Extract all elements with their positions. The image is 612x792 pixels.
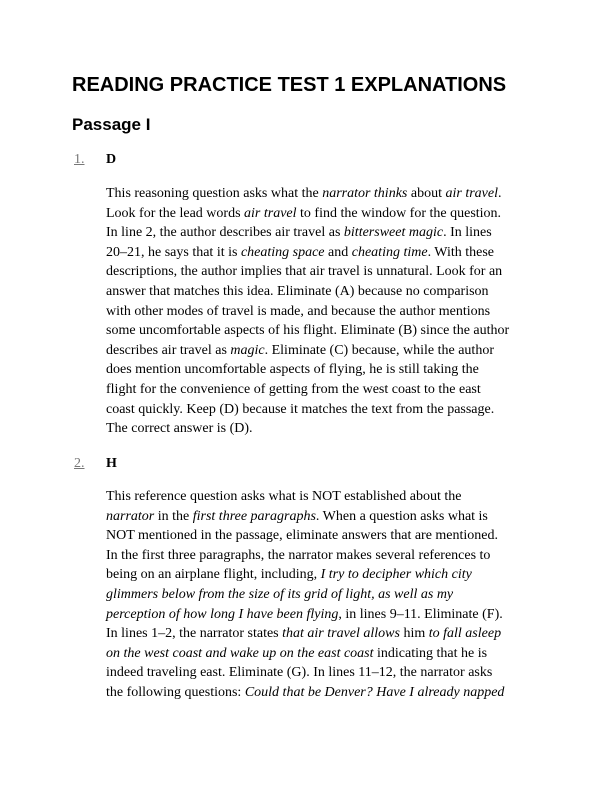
italic-text: first three paragraphs bbox=[192, 508, 316, 524]
question-1-explanation bbox=[106, 184, 546, 439]
italic-text: to fall asleep bbox=[428, 626, 502, 642]
explanation-line bbox=[106, 605, 546, 625]
text-run: . With these bbox=[427, 244, 495, 260]
italic-text: that air travel allows bbox=[282, 626, 400, 642]
text-run: In lines 1–2, the narrator states bbox=[106, 626, 283, 642]
text-run: and bbox=[324, 244, 352, 260]
explanation-line bbox=[106, 683, 546, 703]
text-run: being on an airplane flight, including, bbox=[106, 567, 321, 583]
text-run: . When a question asks what is bbox=[315, 508, 488, 524]
explanation-line bbox=[106, 487, 546, 507]
text-run: , in lines 9–11. Eliminate (F). bbox=[338, 606, 503, 622]
explanation-line bbox=[106, 184, 546, 204]
text-run: coast quickly. Keep (D) because it matches the text from the passage. bbox=[106, 401, 495, 417]
text-run: . In lines bbox=[443, 225, 492, 241]
italic-text: magic bbox=[230, 342, 265, 358]
text-run: This reference question asks what is NOT established about the bbox=[106, 489, 462, 504]
text-run: The correct answer is (D). bbox=[106, 421, 253, 437]
explanation-line bbox=[106, 526, 546, 546]
explanation-line bbox=[106, 546, 546, 566]
explanation-line bbox=[106, 282, 546, 302]
explanation-line bbox=[106, 262, 546, 282]
explanation-line bbox=[106, 419, 546, 439]
explanation-line bbox=[106, 302, 546, 322]
question-1-answer: D bbox=[106, 152, 117, 167]
italic-text: glimmers below from the size of its grid of light, as well as my bbox=[106, 586, 454, 602]
italic-text: I try to decipher which city bbox=[320, 567, 472, 583]
explanation-line bbox=[106, 624, 546, 644]
text-run: NOT mentioned in the passage, eliminate answers that are mentioned. bbox=[106, 528, 499, 544]
question-2-answer: H bbox=[106, 456, 117, 471]
text-run: descriptions, the author implies that air travel is unnatural. Look for an bbox=[106, 264, 503, 280]
text-run: . bbox=[497, 186, 502, 201]
italic-text: air travel bbox=[445, 186, 498, 201]
text-run: In the first three paragraphs, the narrator makes several references to bbox=[106, 547, 491, 563]
text-run: with other modes of travel is made, and because the author mentions bbox=[106, 303, 491, 319]
explanation-line bbox=[106, 243, 546, 263]
text-run: indicating that he is bbox=[373, 645, 488, 661]
explanation-line bbox=[106, 507, 546, 527]
italic-text: air travel bbox=[244, 205, 297, 221]
text-run: . Eliminate (C) because, while the author bbox=[264, 342, 494, 358]
explanation-line bbox=[106, 360, 546, 380]
italic-text: cheating space bbox=[240, 244, 325, 260]
italic-text: narrator thinks bbox=[322, 186, 408, 201]
explanation-line bbox=[106, 341, 546, 361]
text-run: does mention uncomfortable aspects of flying, he is still taking the bbox=[106, 362, 479, 378]
text-run: him bbox=[399, 626, 429, 642]
italic-text: Could that be Denver? Have I already napped bbox=[244, 684, 505, 700]
section-heading: Passage I bbox=[72, 115, 151, 134]
text-run: Look for the lead words bbox=[106, 205, 245, 221]
text-run: in the bbox=[154, 508, 193, 524]
explanation-line bbox=[106, 380, 546, 400]
text-run: the following questions: bbox=[106, 684, 245, 700]
explanation-line bbox=[106, 204, 546, 224]
italic-text: perception of how long I have been flying bbox=[106, 606, 339, 622]
explanation-line bbox=[106, 565, 546, 585]
text-run: about bbox=[407, 186, 446, 201]
question-2-explanation bbox=[106, 487, 546, 703]
explanation-line bbox=[106, 663, 546, 683]
explanation-line bbox=[106, 321, 546, 341]
italic-text: on the west coast and wake up on the east coast bbox=[106, 645, 374, 661]
explanation-line bbox=[106, 400, 546, 420]
text-run: In line 2, the author describes air travel as bbox=[106, 225, 344, 241]
question-2-number-link[interactable]: 2. bbox=[74, 456, 85, 471]
italic-text: bittersweet magic bbox=[343, 225, 444, 241]
text-run: some uncomfortable aspects of his flight. Eliminate (B) since the author bbox=[106, 323, 510, 339]
text-run: answer that matches this idea. Eliminate (A) because no comparison bbox=[106, 283, 489, 299]
text-run: describes air travel as bbox=[106, 342, 231, 358]
text-run: 20–21, he says that it is bbox=[106, 244, 241, 260]
page-title: READING PRACTICE TEST 1 EXPLANATIONS bbox=[72, 74, 507, 96]
explanation-line bbox=[106, 585, 546, 605]
italic-text: cheating time bbox=[351, 244, 428, 260]
question-1-number-link[interactable]: 1. bbox=[74, 152, 85, 167]
italic-text: narrator bbox=[106, 508, 155, 524]
explanation-line bbox=[106, 644, 546, 664]
text-run: to find the window for the question. bbox=[296, 205, 502, 221]
explanation-line bbox=[106, 223, 546, 243]
text-run: indeed traveling east. Eliminate (G). In lines 11–12, the narrator asks bbox=[106, 665, 493, 681]
text-run: flight for the convenience of getting from the west coast to the east bbox=[106, 381, 481, 397]
text-run: This reasoning question asks what the bbox=[106, 186, 323, 201]
